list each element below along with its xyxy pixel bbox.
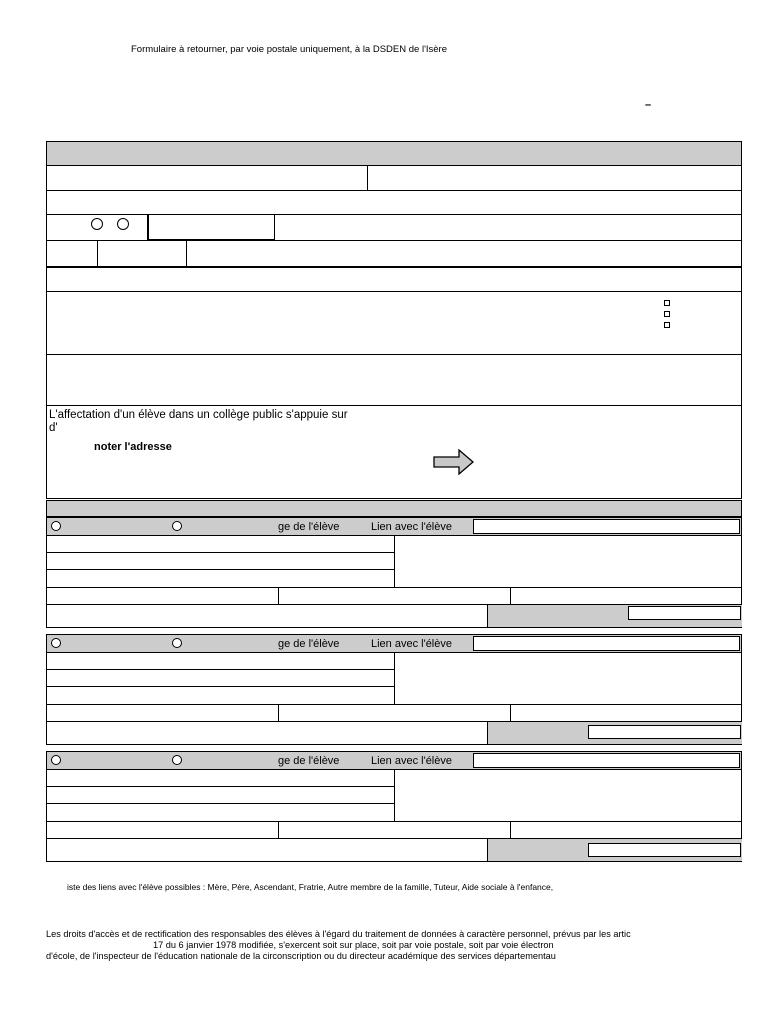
responsable-3-lien-label: Lien avec l'élève: [371, 755, 452, 767]
arrow-right-icon: [433, 449, 475, 475]
birthplace-field[interactable]: [276, 215, 741, 239]
option-checkbox-1[interactable]: [664, 300, 670, 306]
student-section-header: [47, 142, 741, 166]
responsable-2-lien-field[interactable]: [473, 636, 740, 651]
responsable-1-age-label: ge de l'élève: [278, 521, 340, 533]
responsable-1-lien-field[interactable]: [473, 519, 740, 534]
responsable-2-lien-label: Lien avec l'élève: [371, 638, 452, 650]
responsable-2-radio-b[interactable]: [172, 638, 182, 648]
responsable-3-lien-field[interactable]: [473, 753, 740, 768]
responsable-1-extra-field[interactable]: [628, 606, 741, 620]
student-info-field[interactable]: [47, 191, 741, 214]
dash-mark: –: [645, 99, 652, 111]
student-name-field[interactable]: [47, 166, 367, 190]
responsable-3-radio-a[interactable]: [51, 755, 61, 765]
responsable-2-radio-a[interactable]: [51, 638, 61, 648]
birthdate-field[interactable]: [148, 214, 275, 240]
address-note-line2: d': [49, 422, 58, 434]
option-checkbox-3[interactable]: [664, 322, 670, 328]
address-note-line1: L'affectation d'un élève dans un collège public s'appuie sur: [49, 409, 348, 421]
school-field[interactable]: [187, 241, 741, 265]
rights-line-2: 17 du 6 janvier 1978 modifiée, s'exercent soit sur place, soit par voie postale, soit par voie électron: [153, 940, 554, 950]
responsable-3-extra-field[interactable]: [588, 843, 741, 857]
responsables-section-header: [46, 500, 742, 517]
responsable-3-age-label: ge de l'élève: [278, 755, 340, 767]
liens-list: iste des liens avec l'élève possibles : Mère, Père, Ascendant, Fratrie, Autre membre de la famille, Tuteur, Aide sociale à l'enfance,: [67, 882, 554, 892]
option-checkbox-2[interactable]: [664, 311, 670, 317]
return-instruction: Formulaire à retourner, par voie postale uniquement, à la DSDEN de l'Isère: [131, 44, 448, 55]
sex-radio-2[interactable]: [117, 218, 129, 230]
class-field[interactable]: [98, 241, 186, 265]
rights-line-1: Les droits d'accès et de rectification des responsables des élèves à l'égard du traitement de données à caractère personnel, prévus par les artic: [46, 929, 631, 939]
rights-line-3: d'école, de l'inspecteur de l'éducation nationale de la circonscription ou du directeur académique des services départementau: [46, 951, 556, 961]
address-note-emphasis: noter l'adresse: [94, 441, 172, 453]
responsable-3-radio-b[interactable]: [172, 755, 182, 765]
responsable-2-age-label: ge de l'élève: [278, 638, 340, 650]
student-firstname-field[interactable]: [368, 166, 741, 190]
sex-radio-1[interactable]: [91, 218, 103, 230]
responsable-2-extra-field[interactable]: [588, 725, 741, 739]
responsable-1-lien-label: Lien avec l'élève: [371, 521, 452, 533]
student-address-field[interactable]: [47, 268, 741, 291]
responsable-1-radio-b[interactable]: [172, 521, 182, 531]
responsable-1-radio-a[interactable]: [51, 521, 61, 531]
